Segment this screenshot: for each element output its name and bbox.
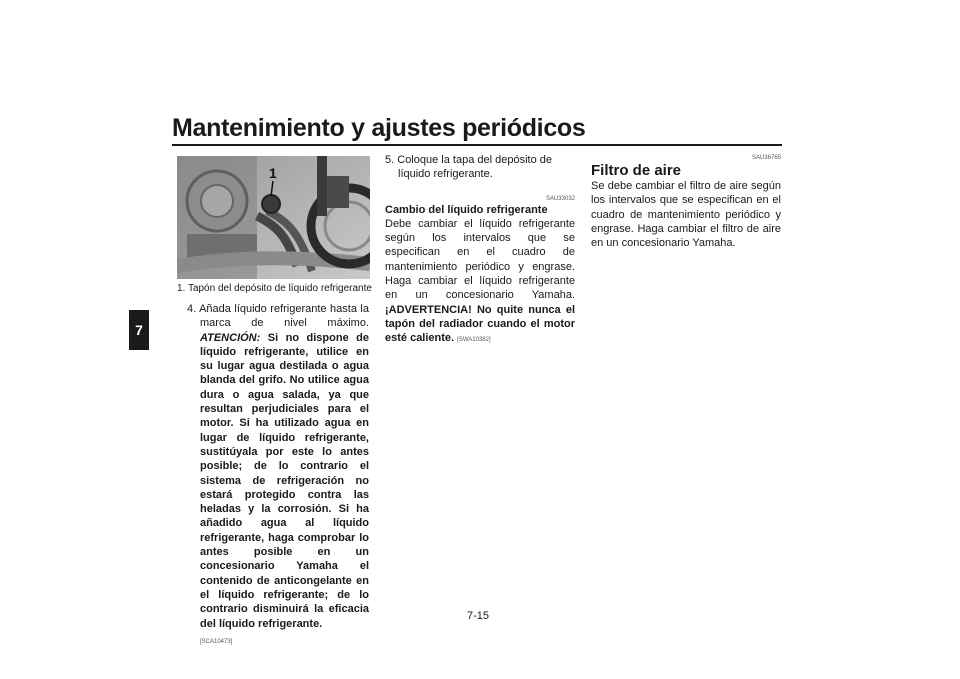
step-4-number: 4.	[187, 303, 197, 315]
coolant-change-body	[385, 217, 575, 348]
air-filter-body: Se debe cambiar el filtro de aire según los intervalos que se especifican en el cuadro de mantenimiento periódico y engrase. Haga cambiar el filtro de aire en un concesionario Yamaha.	[591, 180, 781, 250]
step-5-text: Coloque la tapa del depósito de líquido refrigerante.	[397, 154, 552, 181]
air-filter-code: SAU36765	[751, 155, 781, 161]
page-title: Mantenimiento y ajustes periódicos	[172, 114, 586, 142]
coolant-change-code: SAU33032	[545, 195, 575, 202]
warning-code: [SWA10382]	[457, 337, 491, 344]
engine-photo	[177, 156, 370, 279]
figure-caption: 1. Tapón del depósito de líquido refrigerante	[177, 283, 372, 294]
notice-text: Si no dispone de líquido refrigerante, utilice en su lugar agua destilada o agua blanda del grifo. No utilice agua dura o agua salada, ya que resultan perjudiciales para el motor. Si ha utilizado agua en lugar de líquido refrigerante, sustitúyala por este lo antes posible; de lo contrario el sistema de refrigeración no estará protegido contra las heladas y la corrosión. Si ha añadido agua al líquido refrigerante, haga comprobar lo antes posible en un concesionario Yamaha el contenido de anticongelante en el líquido refrigerante; de lo contrario disminuirá la eficacia del líquido refrigerante.	[200, 331, 369, 630]
photo-callout-1: 1	[269, 165, 277, 181]
warning-text: No quite nunca el tapón del radiador cuando el motor esté caliente.	[385, 303, 575, 345]
coolant-change-body-text: Debe cambiar el líquido refrigerante según los intervalos que se especifican en el cuadro de mantenimiento periódico y engrase. Haga cambiar el líquido refrigerante en un concesionario Yamaha.	[385, 217, 575, 302]
coolant-change-title: Cambio del líquido refrigerante	[385, 203, 548, 216]
step-5-number: 5.	[385, 154, 395, 166]
step-5	[385, 153, 575, 182]
warning-label: ¡ADVERTENCIA!	[385, 303, 472, 316]
chapter-tab: 7	[129, 310, 149, 350]
column-3	[591, 154, 781, 250]
column-1	[187, 302, 369, 649]
step-4	[187, 302, 369, 631]
header-rule	[172, 144, 782, 146]
step-4-text: Añada líquido refrigerante hasta la marca de nivel máximo.	[199, 303, 369, 330]
notice-code: [SCA10473]	[200, 638, 233, 645]
page-number: 7-15	[467, 610, 490, 622]
air-filter-title: Filtro de aire	[591, 162, 682, 179]
engine-photo-drawing	[177, 156, 370, 279]
column-2	[385, 153, 575, 348]
notice-label: ATENCIÓN:	[200, 331, 261, 344]
